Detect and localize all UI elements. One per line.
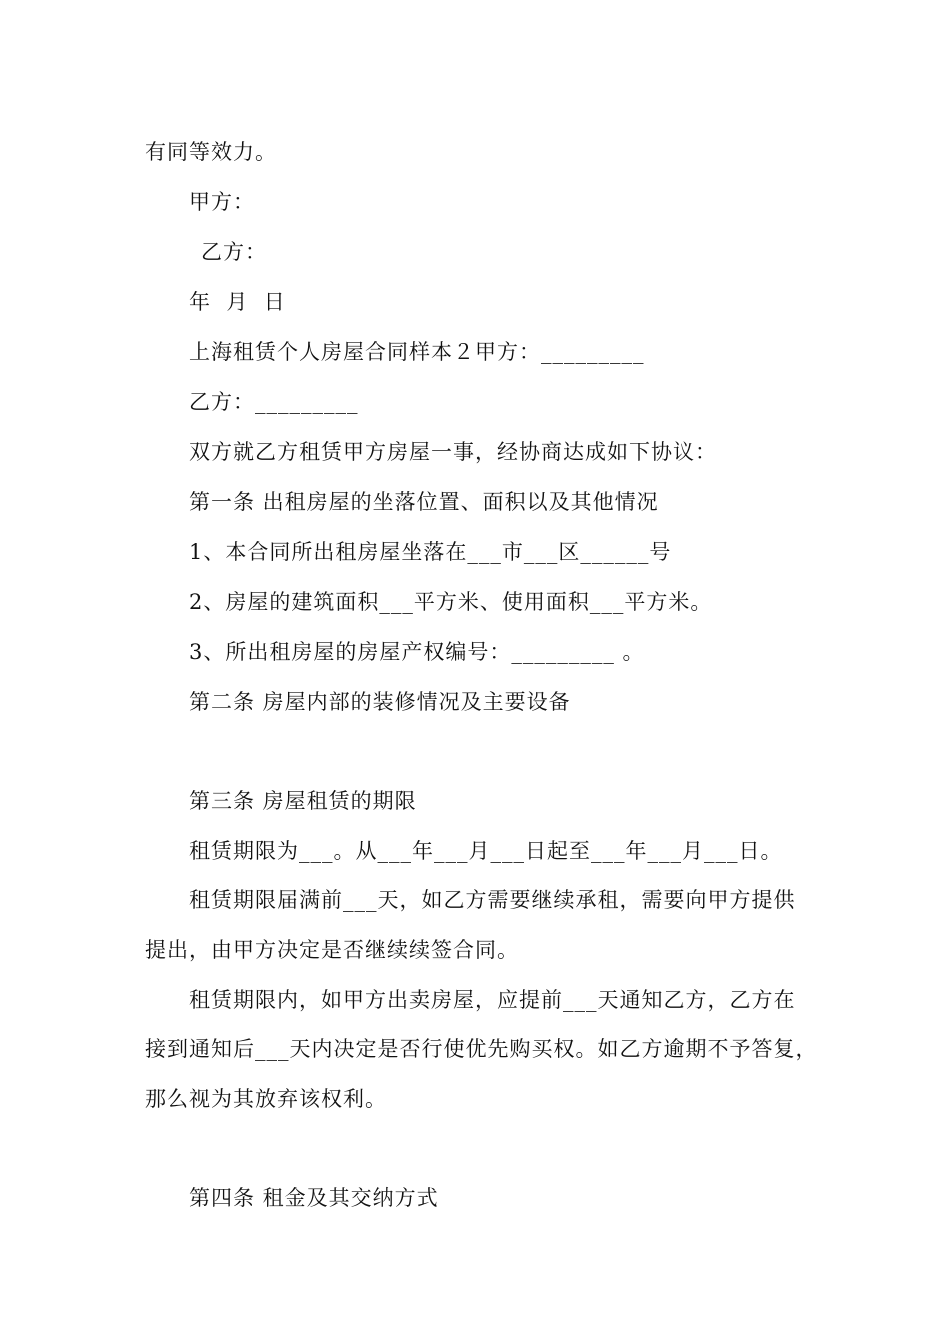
article-heading: 第一条 出租房屋的坐落位置、面积以及其他情况: [189, 490, 659, 514]
text-line: 有同等效力。: [145, 140, 277, 164]
clause-line: 3、所出租房屋的房屋产权编号：_________ 。: [189, 640, 645, 664]
text-line: 那么视为其放弃该权利。: [145, 1087, 387, 1111]
date-line: 年 月 日: [189, 290, 286, 314]
party-b-line: 乙方：_________: [189, 390, 359, 414]
party-a-label: 甲方：: [189, 190, 255, 214]
clause-line: 2、房屋的建筑面积___平方米、使用面积___平方米。: [189, 590, 713, 614]
text-line: 租赁期限为___。从___年___月___日起至___年___月___日。: [189, 839, 783, 863]
article-heading: 第二条 房屋内部的装修情况及主要设备: [189, 690, 571, 714]
text-line: 双方就乙方租赁甲方房屋一事，经协商达成如下协议：: [189, 440, 717, 464]
text-line: 提出，由甲方决定是否继续续签合同。: [145, 938, 519, 962]
text-line: 租赁期限内，如甲方出卖房屋，应提前___天通知乙方，乙方在: [189, 988, 796, 1012]
article-heading: 第四条 租金及其交纳方式: [189, 1186, 439, 1210]
text-line: 接到通知后___天内决定是否行使优先购买权。如乙方逾期不予答复，: [145, 1037, 818, 1061]
text-line: 租赁期限届满前___天，如乙方需要继续承租，需要向甲方提供: [189, 888, 796, 912]
party-b-label: 乙方：: [201, 240, 267, 264]
clause-line: 1、本合同所出租房屋坐落在___市___区______号: [189, 540, 672, 564]
article-heading: 第三条 房屋租赁的期限: [189, 789, 417, 813]
contract-title-line: 上海租赁个人房屋合同样本２甲方：_________: [189, 340, 645, 364]
